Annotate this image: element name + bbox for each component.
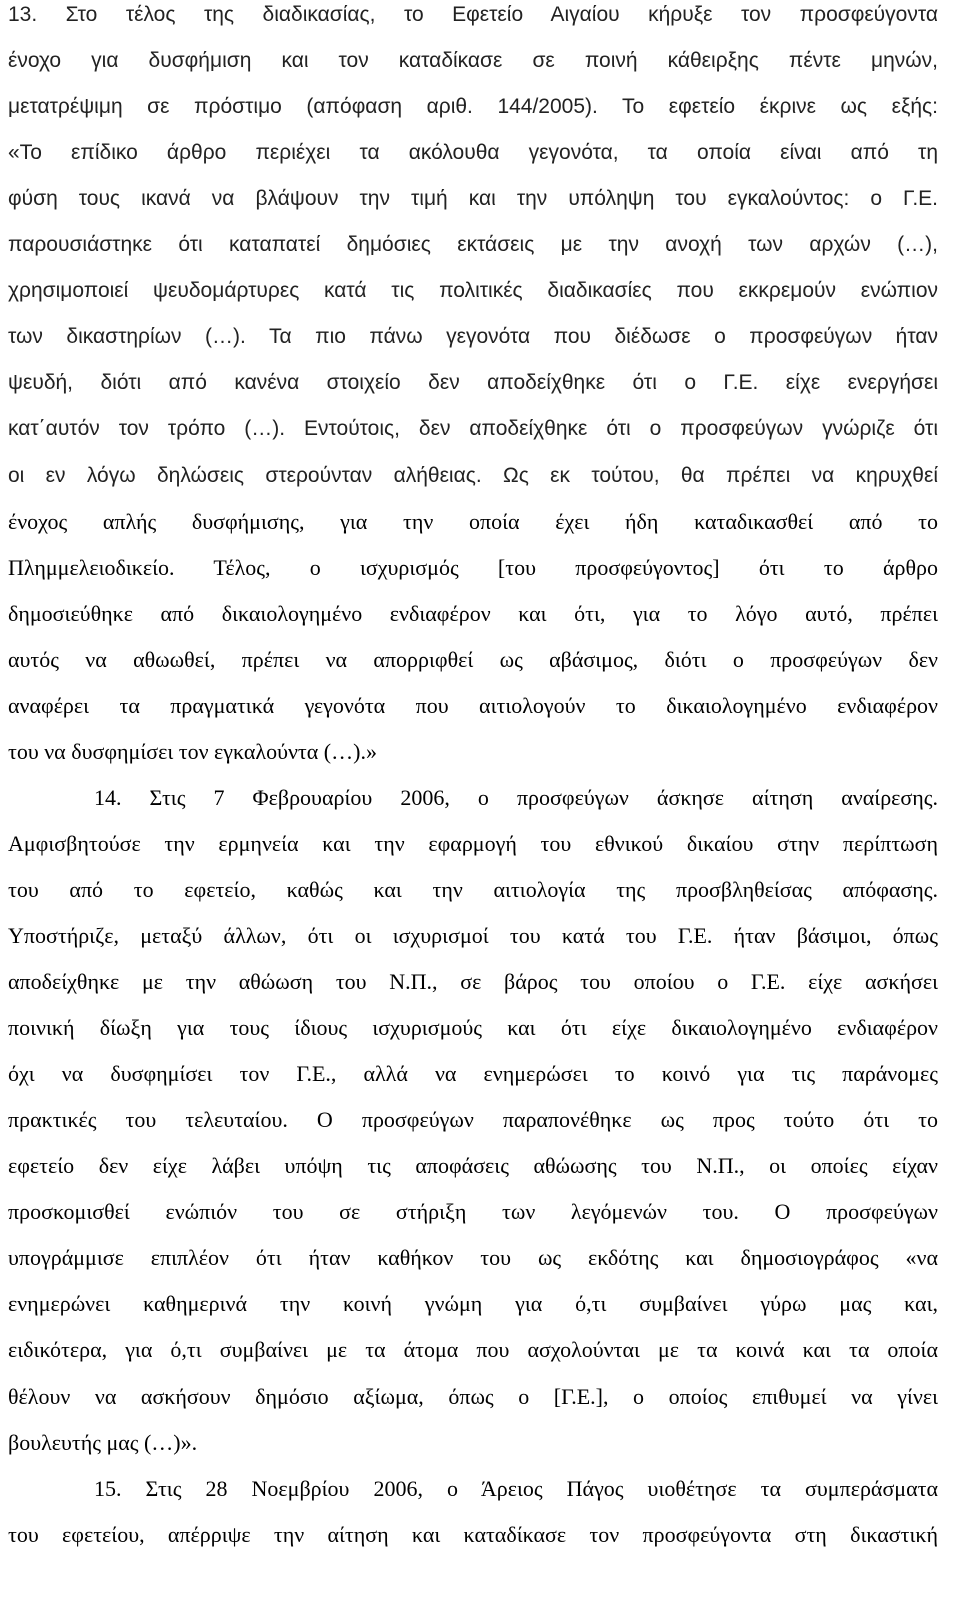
text-line [8, 48, 938, 74]
text-line [8, 94, 938, 120]
text-line [8, 693, 938, 719]
text-line [8, 1337, 938, 1363]
text-line [8, 1107, 938, 1133]
text-line [8, 739, 938, 765]
text-segment: φύση τους ικανά να βλάψουν την τιμή και την υπόληψη του εγκαλούντος: ο Γ.Ε. [8, 187, 938, 211]
text-line [8, 416, 938, 442]
text-segment: του να δυσφημίσει τον εγκαλούντα (…).» [8, 738, 377, 764]
text-segment: 15. Στις 28 Νοεμβρίου 2006, ο Άρειος Πάγος υιοθέτησε τα συμπεράσματα [94, 1475, 938, 1501]
text-line [8, 877, 938, 903]
text-segment: «Το επίδικο άρθρο περιέχει τα ακόλουθα γεγονότα, τα οποία είναι από τη [8, 141, 938, 165]
text-segment: Αμφισβητούσε την ερμηνεία και την εφαρμογή του εθνικού δικαίου στην περίπτωση [8, 830, 938, 856]
text-segment: ένοχος απλής δυσφήμισης, για την οποία έχει ήδη καταδικασθεί από το [8, 508, 938, 534]
text-segment: οι εν λόγω δηλώσεις στερούνταν αλήθειας. Ως εκ τούτου, θα πρέπει να κηρυχθεί [8, 463, 938, 487]
text-segment: εφετείο δεν είχε λάβει υπόψη τις αποφάσεις αθώωσης του Ν.Π., οι οποίες είχαν [8, 1153, 938, 1179]
text-line [94, 1476, 938, 1502]
text-segment: του εφετείου, απέρριψε την αίτηση και καταδίκασε τον προσφεύγοντα στη δικαστική [8, 1521, 938, 1547]
text-segment: Υποστήριζε, μεταξύ άλλων, ότι οι ισχυρισμοί του κατά του Γ.Ε. ήταν βάσιμοι, όπως [8, 923, 938, 948]
text-line [8, 1245, 938, 1271]
text-line [8, 601, 938, 627]
text-segment: των δικαστηρίων (…). Τα πιο πάνω γεγονότα που διέδωσε ο προσφεύγων ήταν [8, 325, 938, 349]
text-segment: 14. Στις 7 Φεβρουαρίου 2006, ο προσφεύγων άσκησε αίτηση αναίρεσης. [94, 784, 938, 810]
text-line [8, 923, 938, 949]
text-line [8, 232, 938, 258]
text-segment: πρακτικές του τελευταίου. Ο προσφεύγων παραπονέθηκε ως προς τούτο ότι το [8, 1107, 938, 1133]
text-segment: δημοσιεύθηκε από δικαιολογημένο ενδιαφέρον και ότι, για το λόγο αυτό, πρέπει [8, 600, 938, 626]
text-line [8, 1153, 938, 1179]
text-segment: υπογράμμισε επιπλέον ότι ήταν καθήκον του ως εκδότης και δημοσιογράφος «να [8, 1245, 938, 1271]
text-line [8, 463, 938, 489]
text-line [8, 1199, 938, 1225]
text-segment: ειδικότερα, για ό,τι συμβαίνει με τα άτομα που ασχολούνται με τα κοινά και τα οποία [8, 1337, 938, 1363]
text-line [8, 831, 938, 857]
text-segment: ενημερώνει καθημερινά την κοινή γνώμη για ό,τι συμβαίνει γύρω μας και, [8, 1291, 938, 1317]
text-line [8, 2, 938, 28]
text-segment: 13. Στο τέλος της διαδικασίας, το Εφετείο Αιγαίου κήρυξε τον προσφεύγοντα [8, 3, 938, 26]
text-segment: χρησιμοποιεί ψευδομάρτυρες κατά τις πολιτικές διαδικασίες που εκκρεμούν ενώπιον [8, 279, 938, 303]
text-segment: αυτός να αθωωθεί, πρέπει να απορριφθεί ως αβάσιμος, διότι ο προσφεύγων δεν [8, 646, 938, 672]
text-line [8, 1291, 938, 1317]
text-segment: ένοχο για δυσφήμιση και τον καταδίκασε σε ποινή κάθειρξης πέντε μηνών, [8, 49, 938, 73]
text-segment: βουλευτής μας (…)». [8, 1429, 198, 1455]
text-segment: παρουσιάστηκε ότι καταπατεί δημόσιες εκτάσεις με την ανοχή των αρχών (…), [8, 233, 938, 257]
text-segment: θέλουν να ασκήσουν δημόσιο αξίωμα, όπως ο [Γ.Ε.], ο οποίος επιθυμεί να γίνει [8, 1383, 938, 1409]
text-segment: κατ΄αυτόν τον τρόπο (…). Εντούτοις, δεν αποδείχθηκε ότι ο προσφεύγων γνώριζε ότι [8, 417, 938, 441]
text-line [8, 186, 938, 212]
text-line [8, 969, 938, 995]
text-line [8, 324, 938, 350]
text-line [8, 1522, 938, 1548]
text-segment: όχι να δυσφημίσει τον Γ.Ε., αλλά να ενημερώσει το κοινό για τις παράνομες [8, 1061, 938, 1087]
text-line [8, 1430, 938, 1456]
text-line [94, 785, 938, 811]
text-line [8, 278, 938, 304]
text-line [8, 509, 938, 535]
text-segment: αναφέρει τα πραγματικά γεγονότα που αιτιολογούν το δικαιολογημένο ενδιαφέρον [8, 692, 938, 718]
text-line [8, 1015, 938, 1041]
text-segment: του από το εφετείο, καθώς και την αιτιολογία της προσβληθείσας απόφασης. [8, 876, 938, 902]
text-segment: προσκομισθεί ενώπιόν του σε στήριξη των λεγόμενών του. Ο προσφεύγων [8, 1199, 938, 1225]
text-segment: Πλημμελειοδικείο. Τέλος, ο ισχυρισμός [του προσφεύγοντος] ότι το άρθρο [8, 554, 938, 580]
text-segment: αποδείχθηκε με την αθώωση του Ν.Π., σε βάρος του οποίου ο Γ.Ε. είχε ασκήσει [8, 969, 938, 995]
text-line [8, 647, 938, 673]
text-line [8, 1384, 938, 1410]
text-segment: μετατρέψιμη σε πρόστιμο (απόφαση αριθ. 144/2005). Το εφετείο έκρινε ως εξής: [8, 95, 938, 119]
text-line [8, 1061, 938, 1087]
text-line [8, 555, 938, 581]
text-line [8, 140, 938, 166]
text-segment: ψευδή, διότι από κανένα στοιχείο δεν αποδείχθηκε ότι ο Γ.Ε. είχε ενεργήσει [8, 371, 938, 395]
text-segment: ποινική δίωξη για τους ίδιους ισχυρισμούς και ότι είχε δικαιολογημένο ενδιαφέρον [8, 1015, 938, 1041]
text-line [8, 370, 938, 396]
